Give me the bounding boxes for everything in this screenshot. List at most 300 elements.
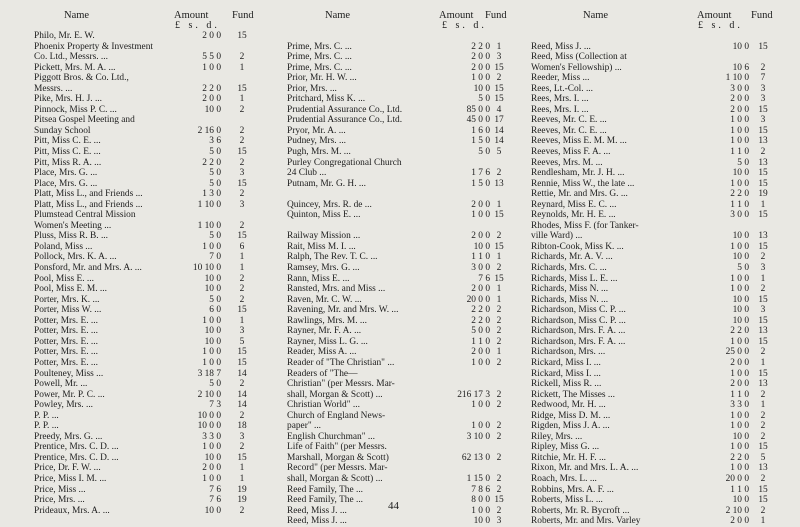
donor-name: Ridge, Miss D. M. ...: [531, 410, 611, 421]
donor-name: Ritchie, Mr. H. F. ...: [531, 452, 607, 463]
donor-name: Pitt, Miss R. A. ...: [34, 157, 102, 168]
donor-name: Richardson, Mrs. F. A. ...: [531, 336, 626, 347]
donation-amount: 10 0: [204, 273, 221, 284]
donation-amount: 5 0: [209, 178, 221, 189]
fund-number: 3: [760, 263, 766, 274]
donor-entry: [531, 442, 783, 453]
donor-entry: [34, 432, 271, 443]
donor-name: Powell, Mr. ...: [34, 379, 88, 390]
donor-entry: [34, 358, 271, 369]
donation-amount: 5 0: [737, 157, 749, 168]
fund-number: 2: [239, 273, 245, 284]
donor-name: Richardson, Miss C. P. ...: [531, 315, 626, 326]
donation-amount: 2 2 0: [202, 157, 221, 168]
donation-amount: 1 1 0: [730, 147, 749, 158]
donor-entry: [34, 463, 271, 474]
donor-name: Place, Mrs. G. ...: [34, 168, 98, 179]
fund-number: 15: [758, 368, 768, 379]
donation-amount: 2 0 0: [471, 284, 490, 295]
donor-entry: [287, 305, 515, 316]
fund-number: 15: [758, 442, 768, 453]
donor-entry: [287, 252, 515, 263]
donation-amount: 6 0: [209, 305, 221, 316]
column-header: [531, 8, 783, 31]
donor-name: Price, Miss ...: [34, 484, 86, 495]
fund-number: 1: [239, 315, 245, 326]
donor-entry: [531, 168, 783, 179]
donor-entry: [531, 115, 783, 126]
donor-name: Platt, Miss L., and Friends ...: [34, 199, 143, 210]
donor-name: Poland, Miss ...: [34, 241, 93, 252]
donor-entry: [287, 168, 515, 179]
donor-entry: [287, 63, 515, 74]
fund-number: 2: [496, 73, 502, 84]
fund-number: 15: [758, 125, 768, 136]
donor-entry: [34, 136, 271, 147]
donor-entry: [287, 231, 515, 242]
donor-entry: [287, 221, 515, 232]
donor-entry: [34, 442, 271, 453]
donor-entry: [287, 369, 515, 380]
fund-number: 18: [237, 421, 247, 432]
donor-name: Ralph, The Rev. T. C. ...: [287, 252, 378, 263]
donor-name: shall, Morgan & Scott) ...: [287, 389, 383, 400]
donation-amount: 10 0 0: [197, 421, 221, 432]
donor-entry: [34, 421, 271, 432]
donor-name: Price, Dr. F. W. ...: [34, 463, 101, 474]
donor-name: Price, Mrs. ...: [34, 495, 85, 506]
donation-amount: 1 0 0: [730, 273, 749, 284]
donation-amount: 10 0: [732, 168, 749, 179]
donor-entry: [287, 31, 515, 42]
donor-name: Reed, Miss J. ...: [287, 505, 347, 516]
donor-name: Richardson, Miss C. P. ...: [531, 305, 626, 316]
fund-number: 2: [239, 294, 245, 305]
donor-name: Rait, Miss M. I. ...: [287, 241, 356, 252]
donation-amount: 1 0 0: [202, 473, 221, 484]
fund-number: 2: [496, 484, 502, 495]
fund-number: 14: [237, 400, 247, 411]
donor-entry: [287, 147, 515, 158]
donor-name: Place, Mrs. G. ...: [34, 178, 98, 189]
donor-name: Rawlings, Mrs. M. ...: [287, 315, 367, 326]
donation-amount: 1 0 0: [730, 125, 749, 136]
donor-name: Potter, Mrs. E. ...: [34, 326, 98, 337]
donation-amount: 1 1 0: [730, 484, 749, 495]
donor-entry: [287, 316, 515, 327]
donation-amount: 1 0 0: [202, 442, 221, 453]
fund-number: 15: [494, 83, 504, 94]
fund-number: 15: [237, 178, 247, 189]
donor-name: Prior, Mr. H. W. ...: [287, 73, 357, 84]
donor-entry: [531, 94, 783, 105]
donation-amount: 7 6: [209, 484, 221, 495]
donor-name: Richards, Mrs. C. ...: [531, 263, 607, 274]
donor-entry: [34, 453, 271, 464]
donor-entry: [34, 200, 271, 211]
fund-number: 15: [758, 495, 768, 506]
donor-name: Prudential Assurance Co., Ltd.: [287, 115, 403, 126]
donor-name: Rigden, Miss J. A. ...: [531, 421, 610, 432]
fund-number: 15: [494, 62, 504, 73]
donor-name: Rees, Mrs. I. ...: [531, 94, 589, 105]
donor-entry: [531, 463, 783, 474]
fund-number: 1: [496, 199, 502, 210]
donation-amount: 10 0: [732, 231, 749, 242]
fund-number: 19: [237, 495, 247, 506]
donation-amount: 2 0 0: [730, 357, 749, 368]
donation-amount: 2 0 0: [202, 94, 221, 105]
donor-entry: [34, 379, 271, 390]
donation-amount: 1 0 0: [471, 210, 490, 221]
fund-number: 2: [239, 220, 245, 231]
donor-entry: [287, 115, 515, 126]
donor-name: Reeves, Mrs. M. ...: [531, 157, 603, 168]
donor-entry: [34, 31, 271, 42]
fund-number: 15: [758, 294, 768, 305]
fund-number: 2: [239, 157, 245, 168]
donation-amount: 1 10 0: [197, 220, 221, 231]
fund-number: 15: [758, 315, 768, 326]
donor-entry: [531, 453, 783, 464]
donation-amount: 5 0: [737, 263, 749, 274]
donation-amount: 1 15 0: [466, 473, 490, 484]
fund-number: 15: [494, 94, 504, 105]
fund-number: 14: [237, 389, 247, 400]
donation-amount: 2 10 0: [197, 389, 221, 400]
donor-entry: [287, 73, 515, 84]
donor-entry: [34, 400, 271, 411]
donor-entry: [287, 179, 515, 190]
donor-name: shall, Morgan & Scott) ...: [287, 473, 383, 484]
donor-name: 24 Club ...: [287, 168, 327, 179]
donor-entry: [287, 474, 515, 485]
donor-name: Potter, Mrs. E. ...: [34, 315, 98, 326]
donation-amount: 10 0: [204, 452, 221, 463]
fund-number: 15: [494, 210, 504, 221]
donation-amount: 2 2 0: [730, 189, 749, 200]
donation-amount: 2 0 0: [730, 379, 749, 390]
donor-name: Reed, Miss J. ...: [287, 516, 347, 527]
donor-entry: [531, 474, 783, 485]
donor-name: Rennie, Miss W., the late ...: [531, 178, 635, 189]
donor-name: Pugh, Mrs. M. ...: [287, 147, 351, 158]
entries: [287, 31, 515, 527]
donation-amount: 2 2 0: [471, 41, 490, 52]
donor-name: Ripley, Miss G. ...: [531, 442, 600, 453]
donor-entry: [531, 242, 783, 253]
donor-entry: [531, 147, 783, 158]
donation-amount: 3 0 0: [730, 83, 749, 94]
donor-name: Roberts, Mr. R. Bycroft ...: [531, 505, 630, 516]
donor-entry: [34, 94, 271, 105]
donor-entry: [531, 326, 783, 337]
donation-amount: 1 0 0: [730, 115, 749, 126]
donation-amount: 10 0: [732, 41, 749, 52]
fund-number: 2: [496, 421, 502, 432]
donation-amount: 2 2 0: [471, 315, 490, 326]
fund-heading: Fund: [232, 10, 254, 21]
fund-number: 2: [760, 147, 766, 158]
donor-entry: [287, 136, 515, 147]
donation-amount: 20 0 0: [725, 473, 749, 484]
fund-number: 2: [496, 473, 502, 484]
donor-entry: [287, 379, 515, 390]
fund-number: 1: [496, 41, 502, 52]
fund-number: 15: [237, 347, 247, 358]
donation-amount: 1 0 0: [471, 505, 490, 516]
fund-number: 13: [494, 178, 504, 189]
donation-amount: 10 0: [204, 336, 221, 347]
donor-name: Pritchard, Miss K. ...: [287, 94, 366, 105]
donor-name: Piggott Bros. & Co. Ltd.,: [34, 73, 129, 84]
donation-amount: 1 0 0: [730, 136, 749, 147]
donor-entry: [34, 179, 271, 190]
fund-number: 15: [237, 305, 247, 316]
fund-number: 13: [758, 326, 768, 337]
donor-entry: [287, 358, 515, 369]
donor-name: Ramsey, Mrs. G. ...: [287, 263, 360, 274]
donor-name: Richards, Miss L. E. ...: [531, 273, 618, 284]
donor-entry: [34, 252, 271, 263]
donation-amount: 3 3 0: [730, 400, 749, 411]
donor-name: Richards, Miss N. ...: [531, 294, 609, 305]
fund-number: 3: [239, 199, 245, 210]
donation-amount: 1 10 0: [725, 73, 749, 84]
donor-entry: [34, 147, 271, 158]
donation-amount: 1 0 0: [471, 357, 490, 368]
donation-amount: 216 17 3: [457, 389, 490, 400]
donor-name: Prentice, Mrs. C. D. ...: [34, 442, 119, 453]
donor-name: Prideaux, Mrs. A. ...: [34, 505, 110, 516]
donor-name: Rees, Lt.-Col. ...: [531, 83, 593, 94]
currency-units: £ s. d.: [175, 20, 220, 31]
donation-amount: 2 0 0: [202, 463, 221, 474]
donation-amount: 5 0: [209, 168, 221, 179]
fund-number: 1: [760, 199, 766, 210]
donor-entry: [531, 390, 783, 401]
donor-entry: [531, 210, 783, 221]
fund-number: 3: [760, 305, 766, 316]
donation-amount: 45 0 0: [466, 115, 490, 126]
column-header: [34, 8, 271, 31]
donor-entry: [287, 506, 515, 517]
donation-amount: 1 0 0: [730, 284, 749, 295]
fund-number: 3: [239, 431, 245, 442]
donation-amount: 2 0 0: [471, 52, 490, 63]
fund-number: 15: [758, 241, 768, 252]
donor-name: Reed, Miss J. ...: [531, 41, 591, 52]
donor-name: Purley Congregational Church: [287, 157, 402, 168]
donor-entry: [34, 495, 271, 506]
donor-name: Richardson, Mrs. F. A. ...: [531, 326, 626, 337]
donor-entry: [531, 305, 783, 316]
donor-entry: [34, 485, 271, 496]
donor-name: Potter, Mrs. E. ...: [34, 336, 98, 347]
fund-number: 2: [496, 326, 502, 337]
donor-name: Reeves, Miss E. M. M. ...: [531, 136, 627, 147]
donation-amount: 1 0 0: [202, 241, 221, 252]
fund-number: 2: [760, 421, 766, 432]
fund-number: 5: [239, 336, 245, 347]
donation-amount: 1 3 0: [202, 189, 221, 200]
donor-name: Redwood, Mr. H. ...: [531, 400, 606, 411]
donor-name: paper" ...: [287, 421, 322, 432]
fund-heading: Fund: [485, 10, 507, 21]
donation-amount: 1 6 0: [471, 125, 490, 136]
fund-number: 2: [760, 410, 766, 421]
fund-number: 2: [239, 284, 245, 295]
donation-amount: 1 0 0: [730, 421, 749, 432]
donation-amount: 2 2 0: [730, 452, 749, 463]
donation-amount: 10 0: [473, 241, 490, 252]
amount-heading: Amount: [439, 10, 474, 21]
donor-name: Pluss, Miss R. B. ...: [34, 231, 108, 242]
donor-name: Pool, Miss E. ...: [34, 273, 94, 284]
donation-amount: 20 0 0: [466, 294, 490, 305]
donor-name: Pollock, Mrs. K. A. ...: [34, 252, 117, 263]
fund-number: 1: [496, 347, 502, 358]
donor-name: Record" (per Messrs. Mar-: [287, 463, 388, 474]
donor-name: Pryor, Mr. A. ...: [287, 125, 346, 136]
fund-number: 1: [239, 463, 245, 474]
donation-amount: 1 1 0: [471, 252, 490, 263]
donor-name: Richards, Miss N. ...: [531, 284, 609, 295]
fund-number: 15: [758, 210, 768, 221]
donor-name: Prime, Mrs. C. ...: [287, 52, 352, 63]
donation-amount: 2 2 0: [202, 83, 221, 94]
donor-entry: [531, 379, 783, 390]
fund-number: 14: [237, 368, 247, 379]
donation-amount: 1 0 0: [730, 336, 749, 347]
donor-name: Poulteney, Miss ...: [34, 368, 104, 379]
fund-number: 7: [760, 73, 766, 84]
donor-entry: [34, 474, 271, 485]
donation-amount: 1 1 0: [471, 336, 490, 347]
donor-entry: [531, 506, 783, 517]
fund-number: 1: [496, 252, 502, 263]
donor-entry: [34, 63, 271, 74]
donor-name: Rickard, Miss I. ...: [531, 368, 601, 379]
donor-name: Preedy, Mrs. G. ...: [34, 431, 103, 442]
donation-amount: 10 0: [204, 104, 221, 115]
donation-amount: 3 0 0: [730, 210, 749, 221]
donor-name: Reeves, Mr. C. E. ...: [531, 125, 607, 136]
fund-number: 14: [494, 136, 504, 147]
donation-amount: 10 0: [732, 495, 749, 506]
donor-name: Robbins, Mrs. A. F. ...: [531, 484, 614, 495]
donation-amount: 2 0 0: [471, 199, 490, 210]
donation-amount: 2 10 0: [725, 505, 749, 516]
donor-entry: [531, 126, 783, 137]
entries: [34, 31, 271, 516]
fund-number: 15: [758, 484, 768, 495]
donor-name: Porter, Miss W. ...: [34, 305, 102, 316]
donor-entry: [287, 200, 515, 211]
donor-entry: [287, 210, 515, 221]
donor-entry: [531, 432, 783, 443]
donor-entry: [34, 52, 271, 63]
donor-name: Pitt, Miss C. E. ...: [34, 136, 101, 147]
fund-number: 1: [239, 94, 245, 105]
donation-amount: 10 0: [732, 252, 749, 263]
donor-entry: [531, 231, 783, 242]
donor-name: Co. Ltd., Messrs. ...: [34, 52, 108, 63]
fund-number: 2: [496, 315, 502, 326]
donor-entry: [287, 189, 515, 200]
fund-number: 3: [760, 94, 766, 105]
donor-name: Pike, Mrs. H. J. ...: [34, 94, 102, 105]
fund-number: 3: [239, 326, 245, 337]
donor-entry: [531, 179, 783, 190]
fund-number: 2: [496, 452, 502, 463]
donation-amount: 3 10 0: [466, 431, 490, 442]
fund-number: 3: [760, 83, 766, 94]
donor-entry: [287, 52, 515, 63]
donor-entry: [34, 231, 271, 242]
donor-name: Christian" (per Messrs. Mar-: [287, 379, 395, 390]
donor-entry: [531, 316, 783, 327]
donor-name: Rendlesham, Mr. J. H. ...: [531, 168, 625, 179]
donation-amount: 1 7 6: [471, 168, 490, 179]
donation-amount: 10 0: [732, 315, 749, 326]
donor-name: Pinnock, Miss P. C. ...: [34, 104, 117, 115]
donation-amount: 85 0 0: [466, 104, 490, 115]
donation-amount: 2 0 0: [471, 231, 490, 242]
donation-amount: 5 0: [478, 94, 490, 105]
donor-name: P. P. ...: [34, 421, 59, 432]
fund-number: 2: [760, 62, 766, 73]
fund-number: 15: [237, 452, 247, 463]
donor-entry: [34, 390, 271, 401]
page-number: 44: [388, 500, 399, 512]
fund-number: 3: [496, 52, 502, 63]
fund-number: 13: [758, 463, 768, 474]
donor-name: Women's Meeting ...: [34, 220, 112, 231]
donor-entry: [34, 210, 271, 221]
donation-amount: 10 0: [204, 505, 221, 516]
fund-number: 1: [239, 252, 245, 263]
donor-entry: [287, 263, 515, 274]
donor-name: Reeves, Mr. C. E. ...: [531, 115, 607, 126]
donation-amount: 10 0: [732, 305, 749, 316]
donor-name: Roberts, Miss L. ...: [531, 495, 603, 506]
fund-number: 15: [758, 336, 768, 347]
donation-amount: 1 0 0: [730, 463, 749, 474]
donation-amount: 3 0 0: [471, 263, 490, 274]
donor-entry: [34, 42, 271, 53]
donor-name: Ransted, Mrs. and Miss ...: [287, 284, 386, 295]
donor-name: Rann, Miss E. ...: [287, 273, 350, 284]
donation-amount: 7 3: [209, 400, 221, 411]
donor-entry: [34, 242, 271, 253]
donor-entry: [287, 453, 515, 464]
fund-number: 2: [239, 136, 245, 147]
donor-entry: [287, 337, 515, 348]
donor-name: Prime, Mrs. C. ...: [287, 62, 352, 73]
donation-amount: 25 0 0: [725, 347, 749, 358]
fund-number: 2: [239, 189, 245, 200]
fund-number: 1: [760, 516, 766, 527]
fund-number: 13: [758, 231, 768, 242]
donor-entry: [287, 94, 515, 105]
donor-name: Richardson, Mrs. ...: [531, 347, 606, 358]
fund-number: 2: [496, 305, 502, 316]
donation-amount: 2 0 0: [730, 104, 749, 115]
donor-entry: [531, 105, 783, 116]
fund-number: 6: [239, 241, 245, 252]
donor-entry: [34, 347, 271, 358]
